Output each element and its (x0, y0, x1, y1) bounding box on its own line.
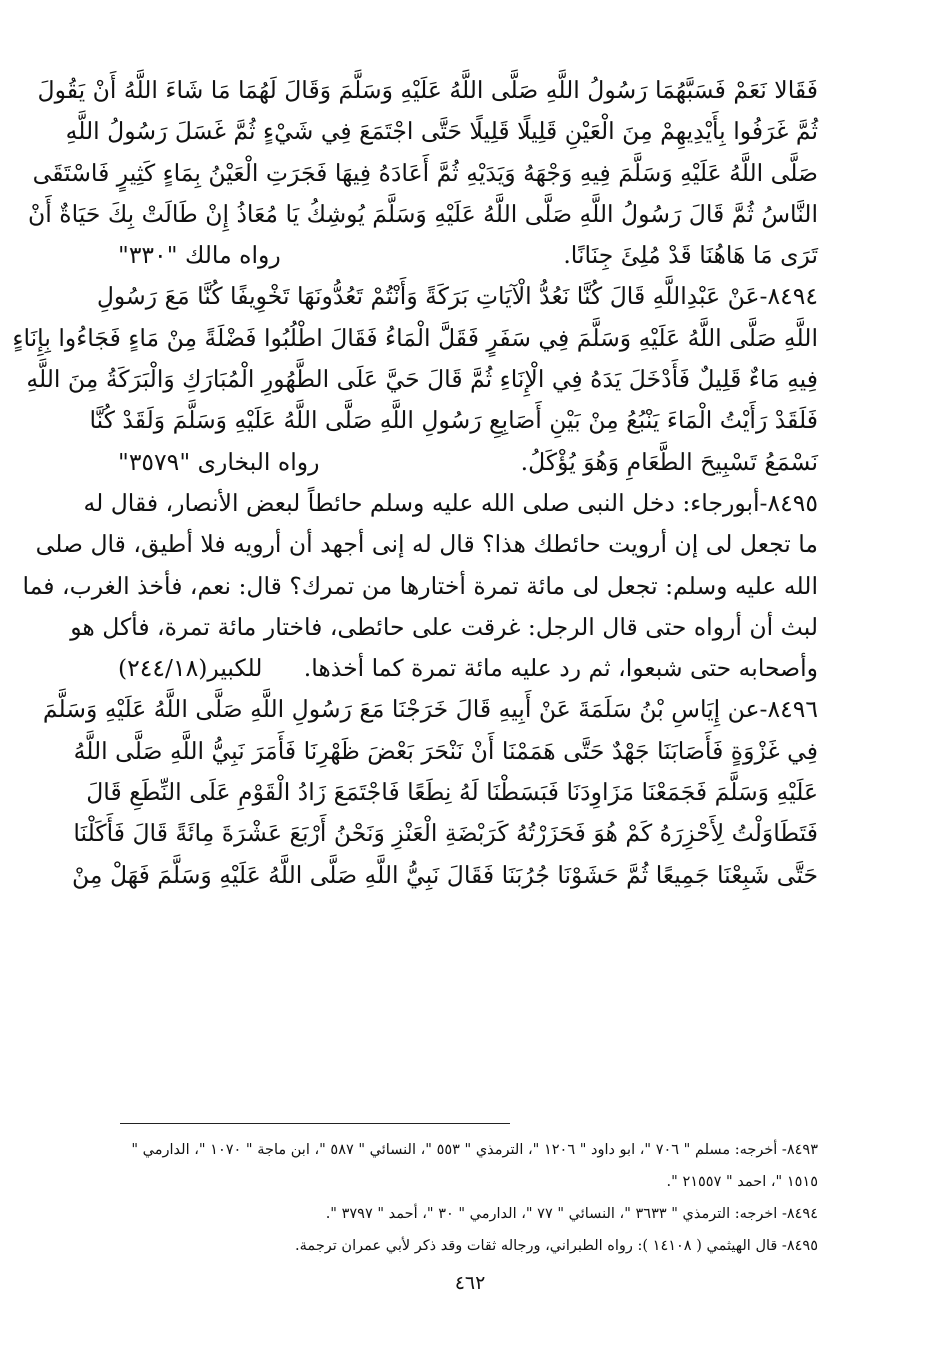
text-line: ٨٤٩٥-أبورجاء: دخل النبى صلى الله عليه وسلم حائطاً لبعض الأنصار، فقال له (83, 488, 818, 517)
attribution: رواه البخارى "٣٥٧٩" (118, 447, 320, 476)
footnote-line: ٨٤٩٥- قال الهيثمي ( ١٤١٠٨ ): رواه الطبراني، ورجاله ثقات وقد ذكر لأبي عمران ترجمة. (295, 1238, 818, 1254)
paragraph-continuation-8493 (28, 70, 818, 276)
text-line: ٨٤٩٤-عَنْ عَبْدِاللَّهِ قَالَ كُنَّا نَعُدُّ الْآيَاتِ بَرَكَةً وَأَنْتُمْ تَعُدُّونَهَا تَخْوِيفًا كُنَّا مَعَ رَسُولِ (96, 282, 818, 311)
main-text (12, 70, 818, 896)
footnote-8495 (118, 1230, 818, 1262)
text-line: وأصحابه حتى شبعوا، ثم رد عليه مائة تمرة كما أخذها. (303, 654, 818, 683)
footnote-8494 (118, 1198, 818, 1230)
footnote-line: ٨٤٩٤- اخرجه: الترمذي " ٣٦٣٣ "، النسائي " ٧٧ "، الدارمي " ٣٠ "، أحمد " ٣٧٩٧ ". (325, 1206, 818, 1222)
text-line: النَّاسُ ثُمَّ قَالَ رَسُولُ اللَّهِ صَلَّى اللَّهُ عَلَيْهِ وَسَلَّمَ يُوشِكُ يَا مُعَاذُ إِنْ طَالَتْ بِكَ حَيَاةٌ أَنْ (28, 199, 818, 228)
attribution: للكبير(٢٤٤/١٨) (118, 654, 263, 683)
text-line: ما تجعل لى إن أرويت حائطك هذا؟ قال له إنى أجهد أن أرويه فلا أطيق، قال صلى (35, 530, 818, 559)
text-line-with-attribution (118, 648, 818, 689)
text-line: نَسْمَعُ تَسْبِيحَ الطَّعَامِ وَهُوَ يُؤْكَلُ. (520, 447, 818, 476)
hadith-8494 (12, 276, 818, 482)
page-number: ٤٦٢ (454, 1272, 486, 1294)
footnote-line: ٨٤٩٣- أخرجه: مسلم " ٧٠٦ "، ابو داود " ١٢٠٦ "، الترمذي " ٥٥٣ "، النسائي " ٥٨٧ "، ابن ماجة " ١٠٧٠ "، الدارمي " (131, 1142, 818, 1158)
footnote-line: ١٥١٥ "، احمد " ٢١٥٥٧ ". (666, 1174, 818, 1190)
text-line: ثُمَّ غَرَفُوا بِأَيْدِيهِمْ مِنَ الْعَيْنِ قَلِيلًا قَلِيلًا حَتَّى اجْتَمَعَ فِي شَيْءٍ ثُمَّ غَسَلَ رَسُولُ اللَّهِ (65, 117, 818, 146)
text-line: تَرَى مَا هَاهُنَا قَدْ مُلِئَ جِنَانًا. (563, 241, 818, 270)
footnote-divider (120, 1123, 510, 1124)
text-line: ٨٤٩٦-عن إِيَاسِ بْنُ سَلَمَةَ عَنْ أَبِيهِ قَالَ خَرَجْنَا مَعَ رَسُولِ اللَّهِ صَلَّى اللَّهُ عَلَيْهِ وَسَلَّمَ (42, 695, 818, 724)
text-line: فَقَالا نَعَمْ فَسَبَّهُمَا رَسُولُ اللَّهِ صَلَّى اللَّهُ عَلَيْهِ وَسَلَّمَ وَقَالَ لَهُمَا مَا شَاءَ اللَّهُ أَنْ يَقُولَ (37, 76, 818, 104)
text-line: اللَّهِ صَلَّى اللَّهُ عَلَيْهِ وَسَلَّمَ فِي سَفَرٍ فَقَلَّ الْمَاءُ فَقَالَ اطْلُبُوا فَضْلَةً مِنْ مَاءٍ فَجَاءُوا بِإِنَاءٍ (12, 323, 818, 352)
text-line: لبث أن أرواه حتى قال الرجل: غرقت على حائطى، فاختار مائة تمرة، فأكل هو (70, 612, 818, 641)
text-line: عَلَيْهِ وَسَلَّمَ فَجَمَعْنَا مَزَاوِدَنَا فَبَسَطْنَا لَهُ نِطَعًا فَاجْتَمَعَ زَادُ الْقَوْمِ عَلَى النِّطَعِ قَالَ (86, 778, 818, 807)
footnote-8493 (118, 1134, 818, 1198)
text-line: الله عليه وسلم: تجعل لى مائة تمرة أختارها من تمرك؟ قال: نعم، فأخذ الغرب، فما (22, 571, 818, 600)
text-line: فِيهِ مَاءٌ قَلِيلٌ فَأَدْخَلَ يَدَهُ فِي الْإِنَاءِ ثُمَّ قَالَ حَيَّ عَلَى الطَّهُورِ الْمُبَارَكِ وَالْبَرَكَةُ مِنَ اللَّهِ (26, 365, 818, 394)
hadith-8496 (42, 689, 818, 895)
attribution: رواه مالك "٣٣٠" (118, 241, 281, 270)
text-line: فِي غَزْوَةٍ فَأَصَابَنَا جَهْدٌ حَتَّى هَمَمْنَا أَنْ نَنْحَرَ بَعْضَ ظَهْرِنَا فَأَمَرَ نَبِيُّ اللَّهِ صَلَّى اللَّهُ (73, 736, 818, 765)
text-line: حَتَّى شَبِعْنَا جَمِيعًا ثُمَّ حَشَوْنَا جُرُبَنَا فَقَالَ نَبِيُّ اللَّهِ صَلَّى اللَّهُ عَلَيْهِ وَسَلَّمَ فَهَلْ مِنْ (72, 860, 818, 889)
footnotes (118, 1134, 818, 1262)
text-line: فَلَقَدْ رَأَيْتُ الْمَاءَ يَنْبُعُ مِنْ بَيْنِ أَصَابِعِ رَسُولِ اللَّهِ صَلَّى اللَّهُ عَلَيْهِ وَسَلَّمَ وَلَقَدْ كُنَّا (89, 406, 818, 435)
text-line: فَتَطَاوَلْتُ لِأَحْزِرَهُ كَمْ هُوَ فَحَزَرْتُهُ كَرَبْضَةِ الْعَنْزِ وَنَحْنُ أَرْبَعَ عَشْرَةَ مِائَةً قَالَ فَأَكَلْنَا (73, 819, 818, 848)
hadith-8495 (22, 483, 818, 689)
text-line-with-attribution (118, 442, 818, 483)
text-line-with-attribution (118, 235, 818, 276)
text-line: صَلَّى اللَّهُ عَلَيْهِ وَسَلَّمَ فِيهِ وَجْهَهُ وَيَدَيْهِ ثُمَّ أَعَادَهُ فِيهَا فَجَرَتِ الْعَيْنُ بِمَاءٍ كَثِيرٍ فَاسْتَقَى (32, 158, 818, 187)
